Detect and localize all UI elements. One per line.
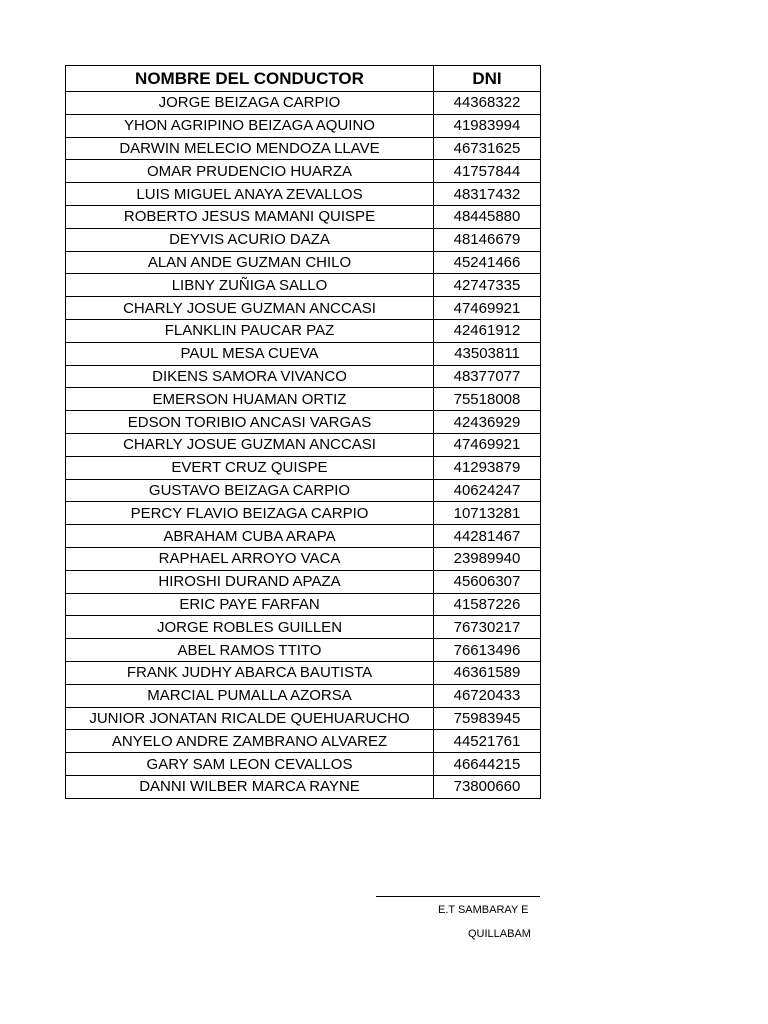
table-row — [66, 775, 541, 798]
driver-name-cell: HIROSHI DURAND APAZA — [66, 570, 434, 593]
driver-dni-cell: 10713281 — [434, 502, 541, 525]
driver-dni-cell: 48317432 — [434, 183, 541, 206]
table-row — [66, 707, 541, 730]
table-row — [66, 411, 541, 434]
table-row — [66, 92, 541, 115]
driver-name-cell: PERCY FLAVIO BEIZAGA CARPIO — [66, 502, 434, 525]
table-row — [66, 570, 541, 593]
driver-dni-cell: 46731625 — [434, 137, 541, 160]
table-row — [66, 661, 541, 684]
driver-name-cell: GARY SAM LEON CEVALLOS — [66, 753, 434, 776]
driver-dni-cell: 45606307 — [434, 570, 541, 593]
driver-dni-cell: 43503811 — [434, 342, 541, 365]
table-header-row — [66, 66, 541, 92]
signature-line — [376, 896, 540, 897]
table-row — [66, 433, 541, 456]
driver-dni-cell: 47469921 — [434, 433, 541, 456]
driver-dni-cell: 73800660 — [434, 775, 541, 798]
driver-dni-cell: 41293879 — [434, 456, 541, 479]
signature-city: QUILLABAM — [468, 928, 531, 940]
driver-name-cell: RAPHAEL ARROYO VACA — [66, 547, 434, 570]
driver-name-cell: CHARLY JOSUE GUZMAN ANCCASI — [66, 433, 434, 456]
table-row — [66, 319, 541, 342]
table-row — [66, 114, 541, 137]
column-header-name: NOMBRE DEL CONDUCTOR — [66, 66, 434, 92]
table-row — [66, 502, 541, 525]
driver-dni-cell: 76613496 — [434, 639, 541, 662]
drivers-table — [65, 65, 541, 799]
driver-dni-cell: 46720433 — [434, 684, 541, 707]
driver-dni-cell: 40624247 — [434, 479, 541, 502]
driver-dni-cell: 48377077 — [434, 365, 541, 388]
driver-dni-cell: 42747335 — [434, 274, 541, 297]
table-row — [66, 684, 541, 707]
driver-name-cell: FRANK JUDHY ABARCA BAUTISTA — [66, 661, 434, 684]
driver-dni-cell: 44368322 — [434, 92, 541, 115]
driver-name-cell: ROBERTO JESUS MAMANI QUISPE — [66, 205, 434, 228]
driver-name-cell: DEYVIS ACURIO DAZA — [66, 228, 434, 251]
driver-dni-cell: 41757844 — [434, 160, 541, 183]
driver-dni-cell: 47469921 — [434, 297, 541, 320]
driver-name-cell: OMAR PRUDENCIO HUARZA — [66, 160, 434, 183]
table-row — [66, 251, 541, 274]
driver-dni-cell: 41587226 — [434, 593, 541, 616]
driver-dni-cell: 46361589 — [434, 661, 541, 684]
driver-name-cell: JORGE BEIZAGA CARPIO — [66, 92, 434, 115]
table-row — [66, 456, 541, 479]
driver-dni-cell: 76730217 — [434, 616, 541, 639]
table-row — [66, 547, 541, 570]
table-row — [66, 730, 541, 753]
table-row — [66, 205, 541, 228]
driver-name-cell: MARCIAL PUMALLA AZORSA — [66, 684, 434, 707]
driver-dni-cell: 45241466 — [434, 251, 541, 274]
driver-name-cell: DIKENS SAMORA VIVANCO — [66, 365, 434, 388]
driver-name-cell: ERIC PAYE FARFAN — [66, 593, 434, 616]
table-row — [66, 228, 541, 251]
table-row — [66, 388, 541, 411]
driver-name-cell: CHARLY JOSUE GUZMAN ANCCASI — [66, 297, 434, 320]
driver-name-cell: DANNI WILBER MARCA RAYNE — [66, 775, 434, 798]
driver-dni-cell: 75983945 — [434, 707, 541, 730]
driver-name-cell: JUNIOR JONATAN RICALDE QUEHUARUCHO — [66, 707, 434, 730]
driver-dni-cell: 44281467 — [434, 525, 541, 548]
driver-name-cell: ABEL RAMOS TTITO — [66, 639, 434, 662]
table-row — [66, 593, 541, 616]
driver-name-cell: ANYELO ANDRE ZAMBRANO ALVAREZ — [66, 730, 434, 753]
driver-name-cell: PAUL MESA CUEVA — [66, 342, 434, 365]
driver-name-cell: ALAN ANDE GUZMAN CHILO — [66, 251, 434, 274]
driver-name-cell: LUIS MIGUEL ANAYA ZEVALLOS — [66, 183, 434, 206]
table-row — [66, 274, 541, 297]
driver-dni-cell: 41983994 — [434, 114, 541, 137]
driver-dni-cell: 23989940 — [434, 547, 541, 570]
driver-name-cell: EDSON TORIBIO ANCASI VARGAS — [66, 411, 434, 434]
driver-name-cell: ABRAHAM CUBA ARAPA — [66, 525, 434, 548]
table-row — [66, 183, 541, 206]
table-body — [66, 92, 541, 799]
table-row — [66, 639, 541, 662]
driver-dni-cell: 75518008 — [434, 388, 541, 411]
driver-name-cell: LIBNY ZUÑIGA SALLO — [66, 274, 434, 297]
driver-name-cell: YHON AGRIPINO BEIZAGA AQUINO — [66, 114, 434, 137]
driver-dni-cell: 48445880 — [434, 205, 541, 228]
table-row — [66, 160, 541, 183]
driver-dni-cell: 44521761 — [434, 730, 541, 753]
table-row — [66, 616, 541, 639]
driver-dni-cell: 42436929 — [434, 411, 541, 434]
table-row — [66, 365, 541, 388]
column-header-dni: DNI — [434, 66, 541, 92]
table-row — [66, 137, 541, 160]
table-row — [66, 753, 541, 776]
signature-company: E.T SAMBARAY E — [438, 904, 529, 916]
driver-name-cell: JORGE ROBLES GUILLEN — [66, 616, 434, 639]
driver-name-cell: GUSTAVO BEIZAGA CARPIO — [66, 479, 434, 502]
table-row — [66, 297, 541, 320]
driver-name-cell: FLANKLIN PAUCAR PAZ — [66, 319, 434, 342]
driver-name-cell: EVERT CRUZ QUISPE — [66, 456, 434, 479]
table-row — [66, 342, 541, 365]
driver-dni-cell: 46644215 — [434, 753, 541, 776]
driver-dni-cell: 42461912 — [434, 319, 541, 342]
table-row — [66, 479, 541, 502]
table-row — [66, 525, 541, 548]
driver-name-cell: DARWIN MELECIO MENDOZA LLAVE — [66, 137, 434, 160]
driver-dni-cell: 48146679 — [434, 228, 541, 251]
driver-name-cell: EMERSON HUAMAN ORTIZ — [66, 388, 434, 411]
